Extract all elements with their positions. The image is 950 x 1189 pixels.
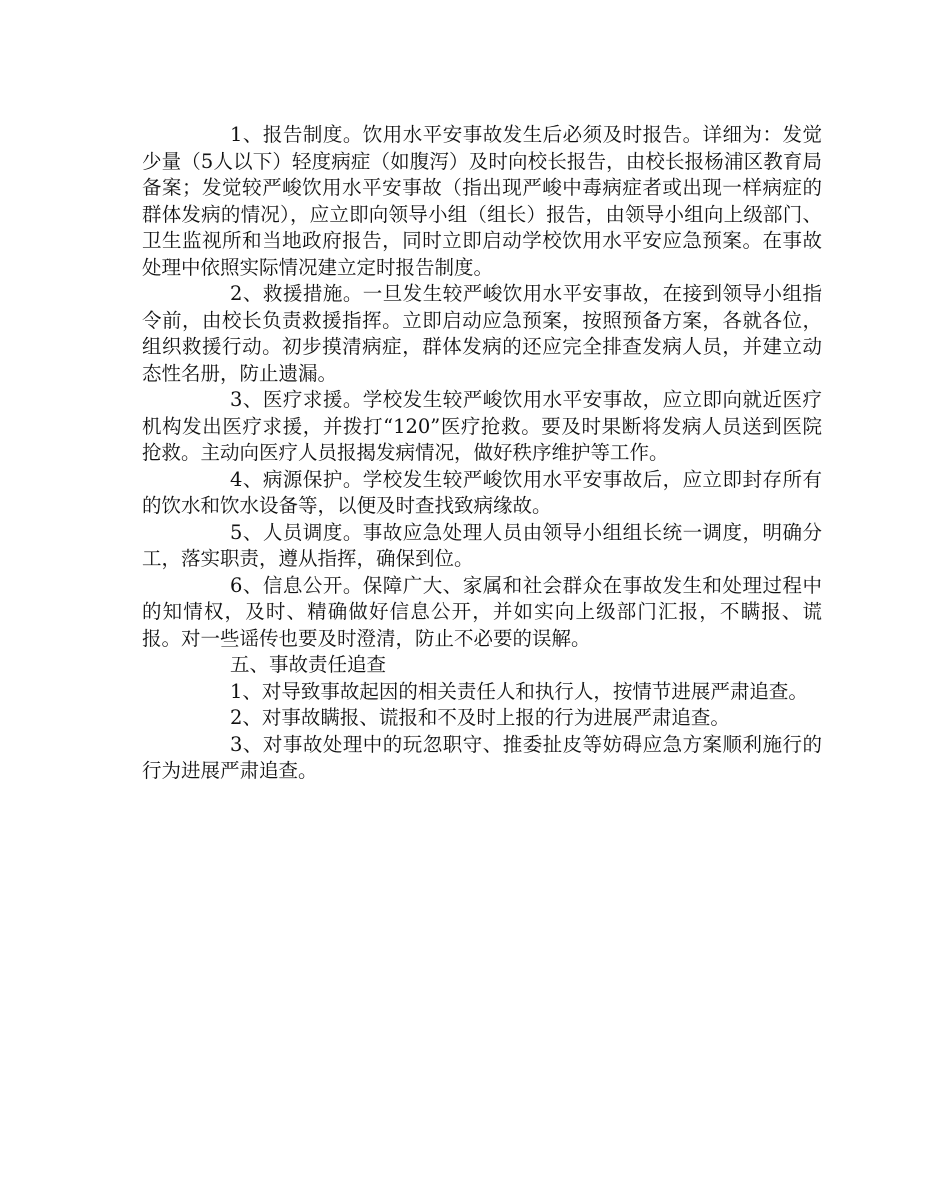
paragraph-accountability-2: 2、对事故瞒报、谎报和不及时上报的行为进展严肃追查。 (230, 706, 730, 729)
paragraph-report-system: 1、报告制度。饮用水平安事故发生后必须及时报告。详细为：发觉少量（5人以下）轻度病症（如腹泻）及时向校长报告，由校长报杨浦区教育局备案；发觉较严峻饮用水平安事故（指出现严峻中毒病症者或出现一样病症的群体发病的情况），应立即向领导小组（组长）报告，由领导小组向上级部门、卫生监视所和当地政府报告，同时立即启动学校饮用水平安应急预案。在事故处理中依照实际情况建立定时报告制度。 (142, 123, 822, 279)
paragraph-accountability-3: 3、对事故处理中的玩忽职守、推委扯皮等妨碍应急方案顺利施行的行为进展严肃追查。 (142, 732, 822, 782)
paragraph-accountability-1: 1、对导致事故起因的相关责任人和执行人，按情节进展严肃追查。 (230, 679, 808, 703)
paragraph-rescue-measures: 2、救援措施。一旦发生较严峻饮用水平安事故，在接到领导小组指令前，由校长负责救援指挥。立即启动应急预案，按照预备方案，各就各位，组织救援行动。初步摸清病症，群体发病的还应完全排查发病人员，并建立动态性名册，防止遗漏。 (142, 282, 822, 385)
paragraph-staff-dispatch: 5、人员调度。事故应急处理人员由领导小组组长统一调度，明确分工，落实职责，遵从指挥，确保到位。 (142, 520, 822, 570)
section-heading-accountability: 五、事故责任追查 (230, 653, 387, 676)
paragraph-information-disclosure: 6、信息公开。保障广大、家属和社会群众在事故发生和处理过程中的知情权，及时、精确做好信息公开，并如实向上级部门汇报，不瞒报、谎报。对一些谣传也要及时澄清，防止不必要的误解。 (142, 573, 822, 650)
paragraph-medical-aid: 3、医疗求援。学校发生较严峻饮用水平安事故，应立即向就近医疗机构发出医疗求援，并拨打“120”医疗抢救。要及时果断将发病人员送到医院抢救。主动向医疗人员报揭发病情况，做好秩序维护等工作。 (142, 388, 822, 464)
document-body (142, 122, 822, 785)
paragraph-source-protection: 4、病源保护。学校发生较严峻饮用水平安事故后，应立即封存所有的饮水和饮水设备等，以便及时查找致病缘故。 (142, 467, 822, 517)
